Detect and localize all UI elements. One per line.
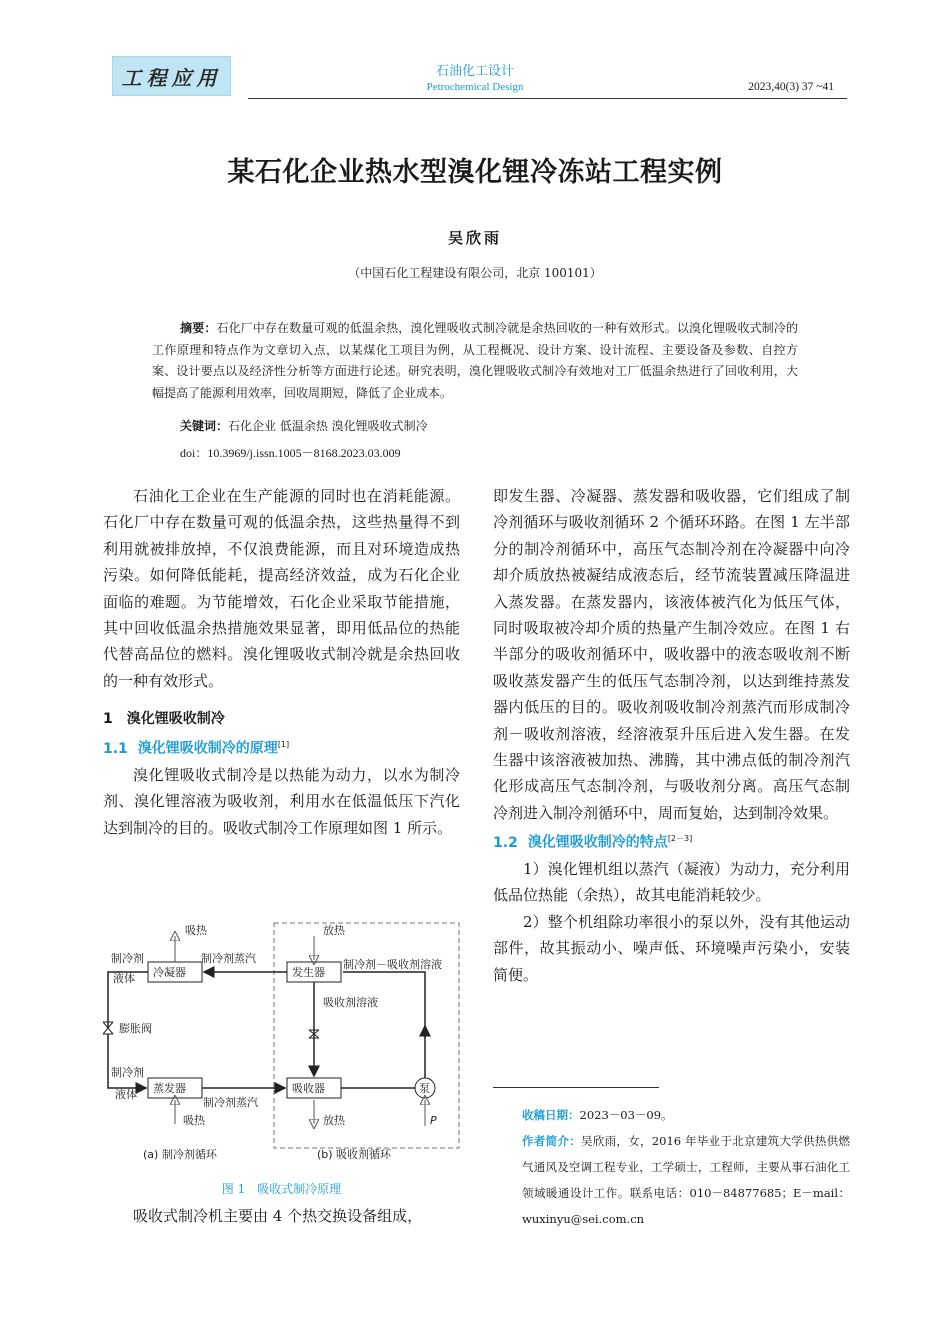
keywords xyxy=(180,417,800,434)
author-bio-label: 作者简介： xyxy=(522,1134,582,1148)
author-bio-text: 吴欣雨，女，2016 年毕业于北京建筑大学供热供燃气通风及空调工程专业，工学硕士，工程师，主要从事石油化工领域暖通设计工作。联系电话：010－84877685；E－mail：wuxinyu@sei.com.cn xyxy=(522,1134,850,1226)
label-liquid-bottom: 液体 xyxy=(115,1088,137,1101)
left-column xyxy=(103,483,460,841)
label-solution-top: 制冷剂－吸收剂溶液 xyxy=(343,958,442,971)
figure-1-caption-text: 吸收式制冷原理 xyxy=(257,1182,342,1196)
author-bio xyxy=(522,1128,850,1232)
label-expansion-valve: 膨胀阀 xyxy=(119,1022,152,1035)
section-1-1-title: 溴化锂吸收制冷的原理 xyxy=(137,740,278,757)
intro-paragraph: 石油化工企业在生产能源的同时也在消耗能源。石化厂中存在数量可观的低温余热，这些热量得不到利用就被排放掉，不仅浪费能源，而且对环境造成热污染。如何降低能耗，提高经济效益，成为石化企业面临的难题。为节能增效，石化企业采取节能措施，其中回收低温余热措施效果显著，即用低品位的热能代替高品位的燃料。溴化锂吸收式制冷就是余热回收的一种有效形式。 xyxy=(103,487,460,690)
section-1-2-heading xyxy=(493,826,850,856)
header-divider xyxy=(248,98,847,99)
feature-1-paragraph: 1）溴化锂机组以蒸汽（凝液）为动力，充分利用低品位热能（余热），故其电能消耗较少。 xyxy=(493,859,850,905)
section-badge: 工程应用 xyxy=(112,56,231,96)
keywords-text: 石化企业 低温余热 溴化锂吸收式制冷 xyxy=(228,419,428,433)
label-heat-absorb-top: 吸热 xyxy=(185,924,207,937)
label-refrigerant-vapor-bottom: 制冷剂蒸汽 xyxy=(203,1096,258,1109)
label-condenser: 冷凝器 xyxy=(153,966,186,979)
left-tail-paragraph: 吸收式制冷机主要由 4 个热交换设备组成， xyxy=(133,1207,423,1225)
label-heat-absorb-bottom: 吸热 xyxy=(183,1114,205,1127)
received-label: 收稿日期： xyxy=(522,1108,580,1122)
right-column xyxy=(493,483,850,988)
continued-paragraph: 即发生器、冷凝器、蒸发器和吸收器，它们组成了制冷剂循环与吸收剂循环 2 个循环环路。在图 1 左半部分的制冷剂循环中，高压气态制冷剂在冷凝器中向冷却介质放热被凝结成液态后，经节流装置减压降温进入蒸发器。在蒸发器内，该液体被汽化为低压气体，同时吸取被冷却介质的热量产生制冷效应。在图 1 右半部分的吸收剂循环中，吸收器中的液态吸收剂不断吸收蒸发器产生的低压气态制冷剂，以达到维持蒸发器内低压的目的。吸收剂吸收制冷剂蒸汽而形成制冷剂－吸收剂溶液，经溶液泵升压后进入发生器。在发生器中该溶液被加热、沸腾，其中沸点低的制冷剂汽化形成高压气态制冷剂，与吸收剂分离。高压气态制冷剂进入制冷剂循环中，周而复始，达到制冷效果。 xyxy=(493,487,850,822)
label-absorbent-solution: 吸收剂溶液 xyxy=(323,996,378,1009)
figure-1 xyxy=(103,918,460,1168)
subcaption-a: (a) 制冷剂循环 xyxy=(143,1148,217,1161)
journal-name-en: Petrochemical Design xyxy=(426,81,524,93)
issue-info: 2023,40(3) 37 ~41 xyxy=(748,81,834,93)
label-generator: 发生器 xyxy=(292,966,325,979)
label-absorber: 吸收器 xyxy=(292,1082,325,1095)
section-1-1-paragraph: 溴化锂吸收式制冷是以热能为动力，以水为制冷剂、溴化锂溶液为吸收剂，利用水在低温低压下汽化达到制冷的目的。吸收式制冷工作原理如图 1 所示。 xyxy=(103,765,460,837)
paper-title: 某石化企业热水型溴化锂冷冻站工程实例 xyxy=(227,157,723,188)
figure-1-caption xyxy=(103,1180,460,1197)
keywords-label: 关键词： xyxy=(180,419,229,433)
footnote-divider xyxy=(493,1087,659,1088)
journal-name-cn: 石油化工设计 xyxy=(435,64,514,79)
section-1-1-number: 1.1 xyxy=(103,740,128,757)
received-value: 2023－03－09。 xyxy=(579,1108,673,1122)
section-1-1-heading xyxy=(103,732,460,762)
feature-2-paragraph: 2）整个机组除功率很小的泵以外，没有其他运动部件，故其振动小、噪声低、环境噪声污染小，安装简便。 xyxy=(493,912,850,984)
label-pump: 泵 xyxy=(419,1082,430,1095)
abstract-label: 摘要： xyxy=(180,321,217,335)
author-affiliation: （中国石化工程建设有限公司，北京 100101） xyxy=(348,266,602,280)
label-evaporator: 蒸发器 xyxy=(153,1082,186,1095)
absorption-diagram xyxy=(103,918,460,1168)
abstract xyxy=(152,318,798,404)
label-heat-release-bottom: 放热 xyxy=(323,1114,345,1127)
label-heat-release-top: 放热 xyxy=(323,924,345,937)
paper-author: 吴欣雨 xyxy=(447,229,502,247)
label-pressure: P xyxy=(430,1114,437,1127)
abstract-text: 石化厂中存在数量可观的低温余热，溴化锂吸收式制冷就是余热回收的一种有效形式。以溴化锂吸收式制冷的工作原理和特点作为文章切入点，以某煤化工项目为例，从工程概况、设计方案、设计流程、主要设备及参数、自控方案、设计要点以及经济性分析等方面进行论述。研究表明，溴化锂吸收式制冷有效地对工厂低温余热进行了回收利用，大幅提高了能源利用效率，回收周期短，降低了企业成本。 xyxy=(152,321,798,400)
subcaption-b: (b) 吸收剂循环 xyxy=(317,1148,392,1161)
section-1-2-number: 1.2 xyxy=(493,834,518,851)
figure-1-number: 图 1 xyxy=(221,1182,246,1196)
label-liquid-top: 液体 xyxy=(113,972,135,985)
footnote xyxy=(522,1102,850,1232)
label-refrigerant-top: 制冷剂 xyxy=(111,952,144,965)
label-refrigerant-bottom: 制冷剂 xyxy=(111,1066,144,1079)
label-refrigerant-vapor-top: 制冷剂蒸汽 xyxy=(201,952,256,965)
reference-1: [1] xyxy=(277,740,290,750)
doi: doi：10.3969/j.issn.1005－8168.2023.03.009 xyxy=(180,446,401,460)
section-1-heading: 1 溴化锂吸收制冷 xyxy=(103,711,225,728)
received-date xyxy=(522,1102,850,1128)
reference-2-3: [2－3] xyxy=(667,834,693,844)
left-column-tail xyxy=(103,1203,460,1229)
section-1-2-title: 溴化锂吸收制冷的特点 xyxy=(527,834,668,851)
